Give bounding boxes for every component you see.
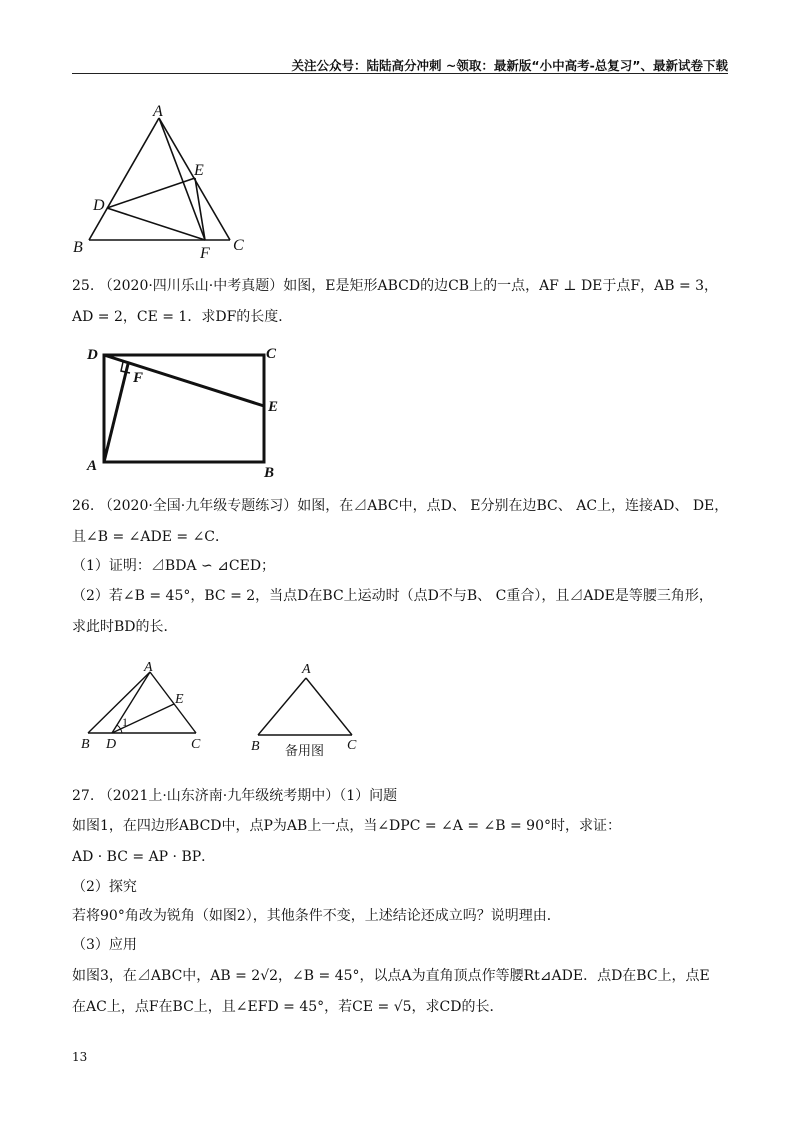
fig26-label-b: B (81, 737, 90, 752)
q27-source: （2021上·山东济南·九年级统考期中） (98, 788, 340, 804)
q26-part1-text: （1）证明：⊿BDA ∽ ⊿CED； (72, 558, 276, 574)
fig24-label-f: F (200, 245, 210, 262)
q26-part2-line1 (72, 586, 713, 606)
q27-part2-title-text: （2）探究 (72, 879, 137, 895)
q26-text-line1: 如图，在⊿ABC中，点D、 E分别在边BC、 AC上，连接AD、 DE， (297, 498, 729, 514)
fig26-angle-arc (117, 725, 122, 733)
q27-line3 (72, 847, 215, 867)
header-rule (72, 73, 728, 74)
q26-source: （2020·全国·九年级专题练习） (98, 498, 298, 514)
q27-part3-text-line2: 在AC上，点F在BC上，且∠EFD = 45°，若CE = √5，求CD的长． (72, 999, 504, 1015)
fig26-side-ab (88, 672, 150, 733)
spare-figure-caption: 备用图 (285, 744, 325, 759)
q25-line1 (72, 276, 718, 296)
q26-line1 (72, 496, 728, 516)
fig24-segment-df (107, 208, 205, 240)
q25-source: （2020·四川乐山·中考真题） (98, 278, 284, 294)
fig25-label-f: F (133, 370, 144, 386)
q25-text-line1: 如图，E是矩形ABCD的边CB上的一点，AF ⊥ DE于点F，AB = 3， (283, 278, 719, 294)
q27-part3-title (72, 935, 137, 955)
fig24-label-c: C (233, 237, 244, 254)
q27-line1 (72, 786, 397, 806)
spare-label-b: B (251, 739, 260, 754)
fig25-label-d: D (87, 347, 98, 363)
q26-part1 (72, 556, 275, 576)
fig26-label-a: A (144, 660, 153, 675)
q27-part2-title (72, 877, 137, 897)
fig24-segment-ef (195, 178, 205, 240)
spare-side-ac (306, 678, 352, 735)
q27-part3-line2 (72, 997, 503, 1017)
fig26-angle-label: 1 (122, 715, 128, 729)
q25-number: 25. (72, 278, 95, 294)
q26-line2 (72, 527, 229, 547)
fig25-segment-de (104, 355, 264, 406)
q25-text-line2: AD = 2，CE = 1．求DF的长度． (72, 309, 293, 325)
fig26-segment-ad (112, 672, 150, 733)
fig24-label-a: A (153, 103, 163, 120)
fig26-side-ac (150, 672, 196, 733)
fig25-rectangle (104, 355, 264, 462)
q27-text-line2: AD · BC = AP · BP． (72, 849, 216, 865)
fig25-segment-af (104, 364, 128, 462)
page-number: 13 (72, 1050, 88, 1064)
q27-part3-text-line1: 如图3，在⊿ABC中，AB = 2√2，∠B = 45°，以点A为直角顶点作等腰Rt⊿ADE．点D在BC上，点E (72, 968, 710, 984)
fig25-label-a: A (87, 458, 98, 474)
q27-line2 (72, 816, 621, 836)
q26-number: 26. (72, 498, 95, 514)
q27-part3-line1 (72, 966, 710, 986)
q27-part3-title-text: （3）应用 (72, 937, 137, 953)
q25-line2 (72, 307, 292, 327)
q27-part1-title: （1）问题 (339, 788, 398, 804)
fig24-label-d: D (93, 197, 105, 214)
spare-label-a: A (302, 662, 311, 677)
spare-side-ab (258, 678, 306, 735)
fig24-segment-de (107, 178, 195, 208)
fig24-segment-af (159, 118, 205, 240)
fig25-right-angle-mark (121, 362, 130, 373)
fig26-label-c: C (191, 737, 201, 752)
fig24-side-ac (159, 118, 230, 240)
fig26-segment-de (112, 704, 174, 733)
fig24-side-ab (89, 118, 159, 240)
q27-part2-text: 若将90°角改为锐角（如图2），其他条件不变，上述结论还成立吗？说明理由． (72, 908, 561, 924)
fig25-label-b: B (264, 465, 275, 481)
fig25-label-e: E (268, 399, 279, 415)
fig24-label-e: E (194, 162, 204, 179)
q26-part2-line2 (72, 617, 178, 637)
fig26-label-e: E (175, 692, 184, 707)
q27-part2 (72, 906, 561, 926)
spare-label-c: C (347, 738, 357, 753)
fig26-label-d: D (106, 737, 117, 752)
q26-text-line2: 且∠B = ∠ADE = ∠C． (72, 529, 230, 545)
fig24-label-b: B (73, 239, 83, 256)
fig25-label-c: C (266, 346, 277, 362)
q27-text-line1: 如图1，在四边形ABCD中，点P为AB上一点，当∠DPC = ∠A = ∠B = 90°时，求证： (72, 818, 621, 834)
q26-part2-text-line1: （2）若∠B = 45°，BC = 2，当点D在BC上运动时（点D不与B、 C重合），且⊿ADE是等腰三角形， (72, 588, 713, 604)
page-header: 关注公众号：陆陆高分冲刺 ~领取：最新版“小中高考-总复习”、最新试卷下载 (291, 58, 728, 73)
q26-part2-text-line2: 求此时BD的长． (72, 619, 178, 635)
q27-number: 27. (72, 788, 95, 804)
